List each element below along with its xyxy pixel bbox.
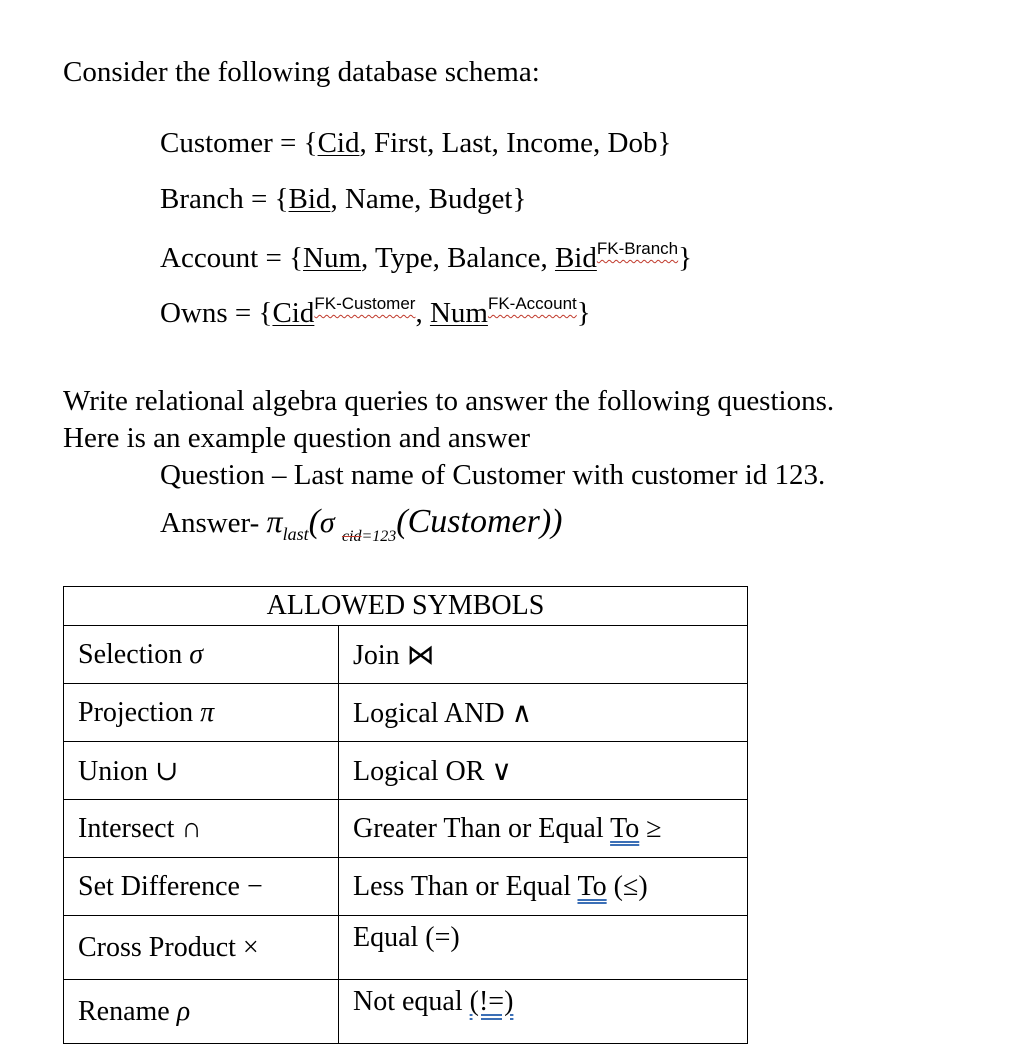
cell-text: Rename (78, 995, 177, 1027)
cell-text: Logical OR ∨ (353, 755, 512, 787)
cell-text: (≤) (606, 870, 648, 902)
foreign-key: Cid (272, 297, 315, 329)
table-cell (64, 980, 339, 1044)
attributes: , Name, Budget} (330, 183, 527, 215)
table-cell (339, 626, 748, 684)
table-header: ALLOWED SYMBOLS (64, 587, 748, 626)
fk-annotation: FK-Account (487, 294, 577, 313)
cell-text: Set Difference − (78, 870, 263, 902)
cell-text: Projection (78, 696, 201, 728)
fk-annotation: FK-Branch (596, 239, 679, 258)
table-cell (339, 800, 748, 858)
primary-key: Num (303, 242, 362, 274)
table-cell (339, 858, 748, 916)
cell-text: Logical AND ∧ (353, 697, 533, 729)
example-answer (160, 503, 563, 545)
allowed-symbols-table (63, 586, 748, 1044)
cell-text: Union ∪ (78, 755, 179, 787)
brace: } (678, 242, 693, 274)
instruction-line-1: Write relational algebra queries to answer the following questions. (63, 385, 835, 417)
attributes: , Type, Balance, (361, 242, 555, 274)
table-row (64, 858, 748, 916)
cell-text: Greater Than or Equal (353, 812, 611, 844)
table-row (64, 684, 748, 742)
projection-subscript: last (282, 524, 309, 544)
table-row (64, 626, 748, 684)
open-paren: ( (308, 503, 320, 540)
table-row (64, 980, 748, 1044)
primary-key: Bid (288, 183, 331, 215)
table-cell (64, 916, 339, 980)
condition-struck: cid (341, 528, 362, 545)
cell-text: To (610, 812, 640, 844)
cell-text: Less Than or Equal (353, 870, 578, 902)
attributes: , First, Last, Income, Dob} (359, 127, 672, 159)
table-cell (64, 742, 339, 800)
foreign-key: Bid (554, 242, 597, 274)
table-cell (64, 800, 339, 858)
answer-body: (Customer)) (396, 503, 563, 540)
instruction-line-2: Here is an example question and answer (63, 422, 531, 454)
intro-text: Consider the following database schema: (63, 56, 540, 88)
cell-text: Equal (=) (353, 922, 460, 953)
cell-text: Join ⋈ (353, 639, 435, 671)
schema-owns (160, 295, 591, 328)
equals: = { (258, 242, 304, 274)
schema-branch (160, 185, 526, 214)
brace: } (576, 297, 591, 329)
schema-customer (160, 129, 671, 158)
condition-rest: =123 (361, 528, 397, 545)
example-question: Question – Last name of Customer with customer id 123. (160, 459, 826, 491)
projection-symbol: π (266, 503, 283, 539)
table-row (64, 800, 748, 858)
relation-name: Branch (160, 183, 244, 215)
cell-text: Cross Product × (78, 931, 259, 963)
relation-name: Customer (160, 127, 273, 159)
table-cell (64, 684, 339, 742)
relation-name: Account (160, 242, 259, 274)
cell-text: To (577, 870, 607, 902)
foreign-key: Num (429, 297, 488, 329)
equals: = { (272, 127, 318, 159)
cell-text: (!=) (469, 986, 514, 1017)
answer-label: Answer- (160, 507, 267, 539)
separator: , (415, 297, 430, 329)
table-cell (339, 742, 748, 800)
equals: = { (227, 297, 273, 329)
table-row (64, 916, 748, 980)
sigma-symbol: σ (189, 638, 204, 670)
primary-key: Cid (317, 127, 360, 159)
table-cell (339, 980, 748, 1044)
cell-text: Intersect ∩ (78, 812, 202, 844)
fk-annotation: FK-Customer (314, 294, 416, 313)
equals: = { (243, 183, 289, 215)
cell-text: Selection (78, 638, 190, 670)
relation-name: Owns (160, 297, 228, 329)
table-cell (339, 684, 748, 742)
rho-symbol: ρ (176, 995, 191, 1027)
selection-symbol: σ (319, 506, 335, 539)
cell-text: ≥ (639, 812, 662, 844)
table-row (64, 742, 748, 800)
table-cell (339, 916, 748, 980)
schema-account (160, 240, 692, 273)
table-cell (64, 858, 339, 916)
table-cell (64, 626, 339, 684)
pi-symbol: π (200, 696, 215, 728)
cell-text: Not equal (353, 986, 470, 1017)
